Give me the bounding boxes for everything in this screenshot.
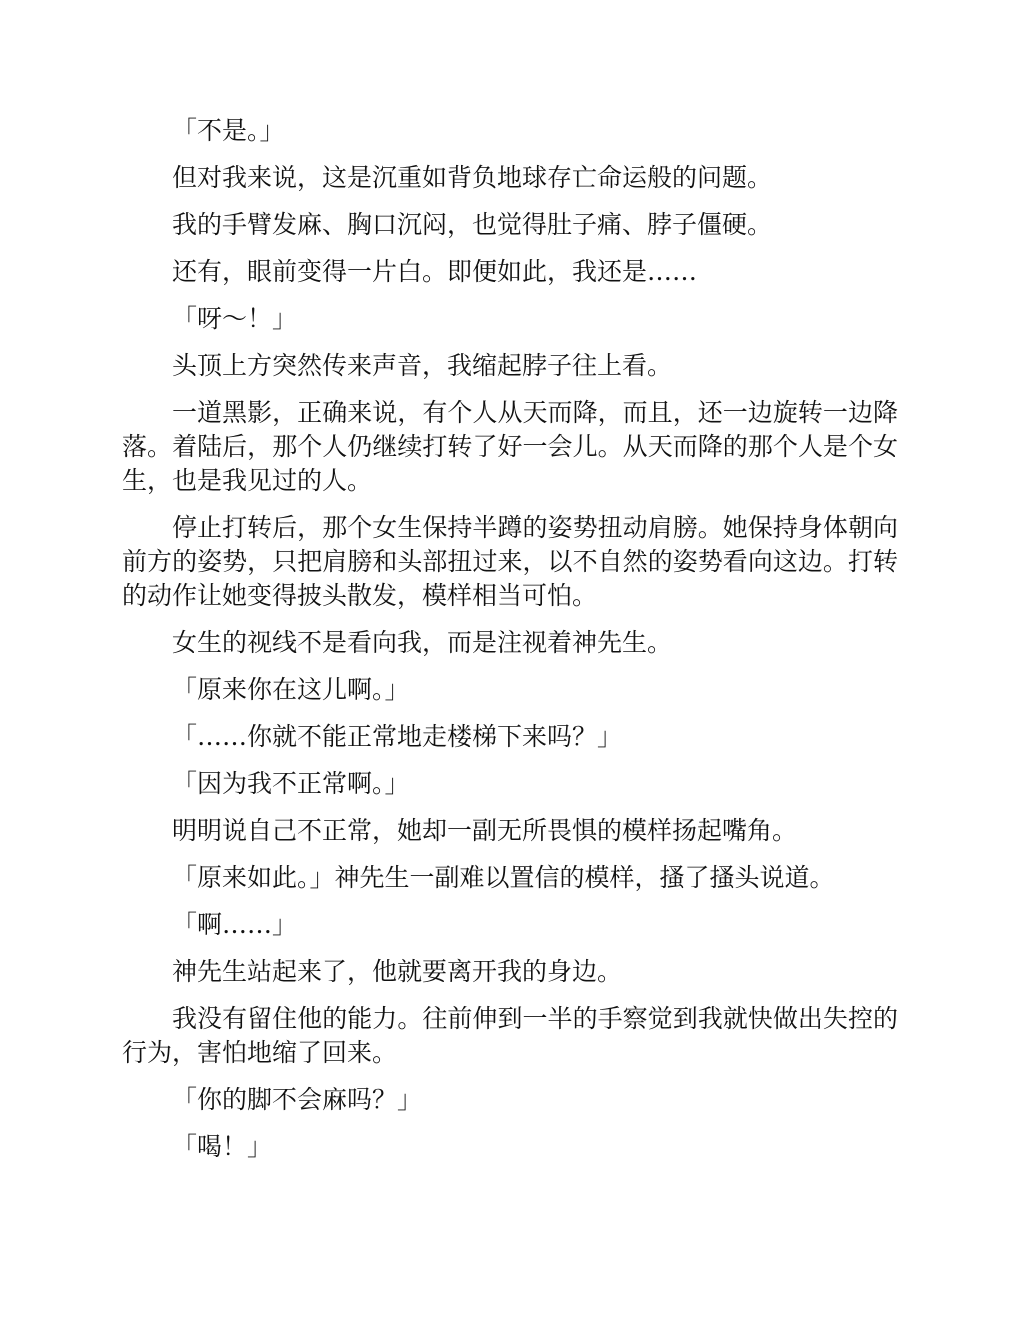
paragraph: 女生的视线不是看向我，而是注视着神先生。 — [172, 628, 673, 657]
paragraph: 但对我来说，这是沉重如背负地球存亡命运般的问题。 — [172, 163, 773, 192]
paragraph: 「原来你在这儿啊。」 — [172, 675, 410, 704]
paragraph: 「啊……」 — [172, 910, 298, 939]
paragraph: 「呀～！」 — [172, 304, 298, 333]
paragraph: 「……你就不能正常地走楼梯下来吗？」 — [172, 722, 623, 751]
paragraph: 「原来如此。」神先生一副难以置信的模样，搔了搔头说道。 — [172, 863, 835, 892]
paragraph: 我的手臂发麻、胸口沉闷，也觉得肚子痛、脖子僵硬。 — [172, 210, 773, 239]
paragraph: 神先生站起来了，他就要离开我的身边。 — [172, 957, 623, 986]
paragraph: 停止打转后，那个女生保持半蹲的姿势扭动肩膀。她保持身体朝向前方的姿势，只把肩膀和头部扭过来，以不自然的姿势看向这边。打转的动作让她变得披头散发，模样相当可怕。 — [122, 513, 898, 610]
paragraph: 「喝！」 — [172, 1132, 273, 1161]
paragraph: 一道黑影，正确来说，有个人从天而降，而且，还一边旋转一边降落。着陆后，那个人仍继续打转了好一会儿。从天而降的那个人是个女生，也是我见过的人。 — [122, 398, 898, 495]
paragraph: 头顶上方突然传来声音，我缩起脖子往上看。 — [172, 351, 673, 380]
paragraph: 还有，眼前变得一片白。即便如此，我还是…… — [172, 257, 698, 286]
paragraph: 我没有留住他的能力。往前伸到一半的手察觉到我就快做出失控的行为，害怕地缩了回来。 — [122, 1004, 898, 1067]
paragraph: 「不是。」 — [172, 116, 285, 145]
paragraph: 「因为我不正常啊。」 — [172, 769, 410, 798]
text-body — [122, 114, 898, 1177]
paragraph: 「你的脚不会麻吗？」 — [172, 1085, 423, 1114]
paragraph: 明明说自己不正常，她却一副无所畏惧的模样扬起嘴角。 — [172, 816, 798, 845]
